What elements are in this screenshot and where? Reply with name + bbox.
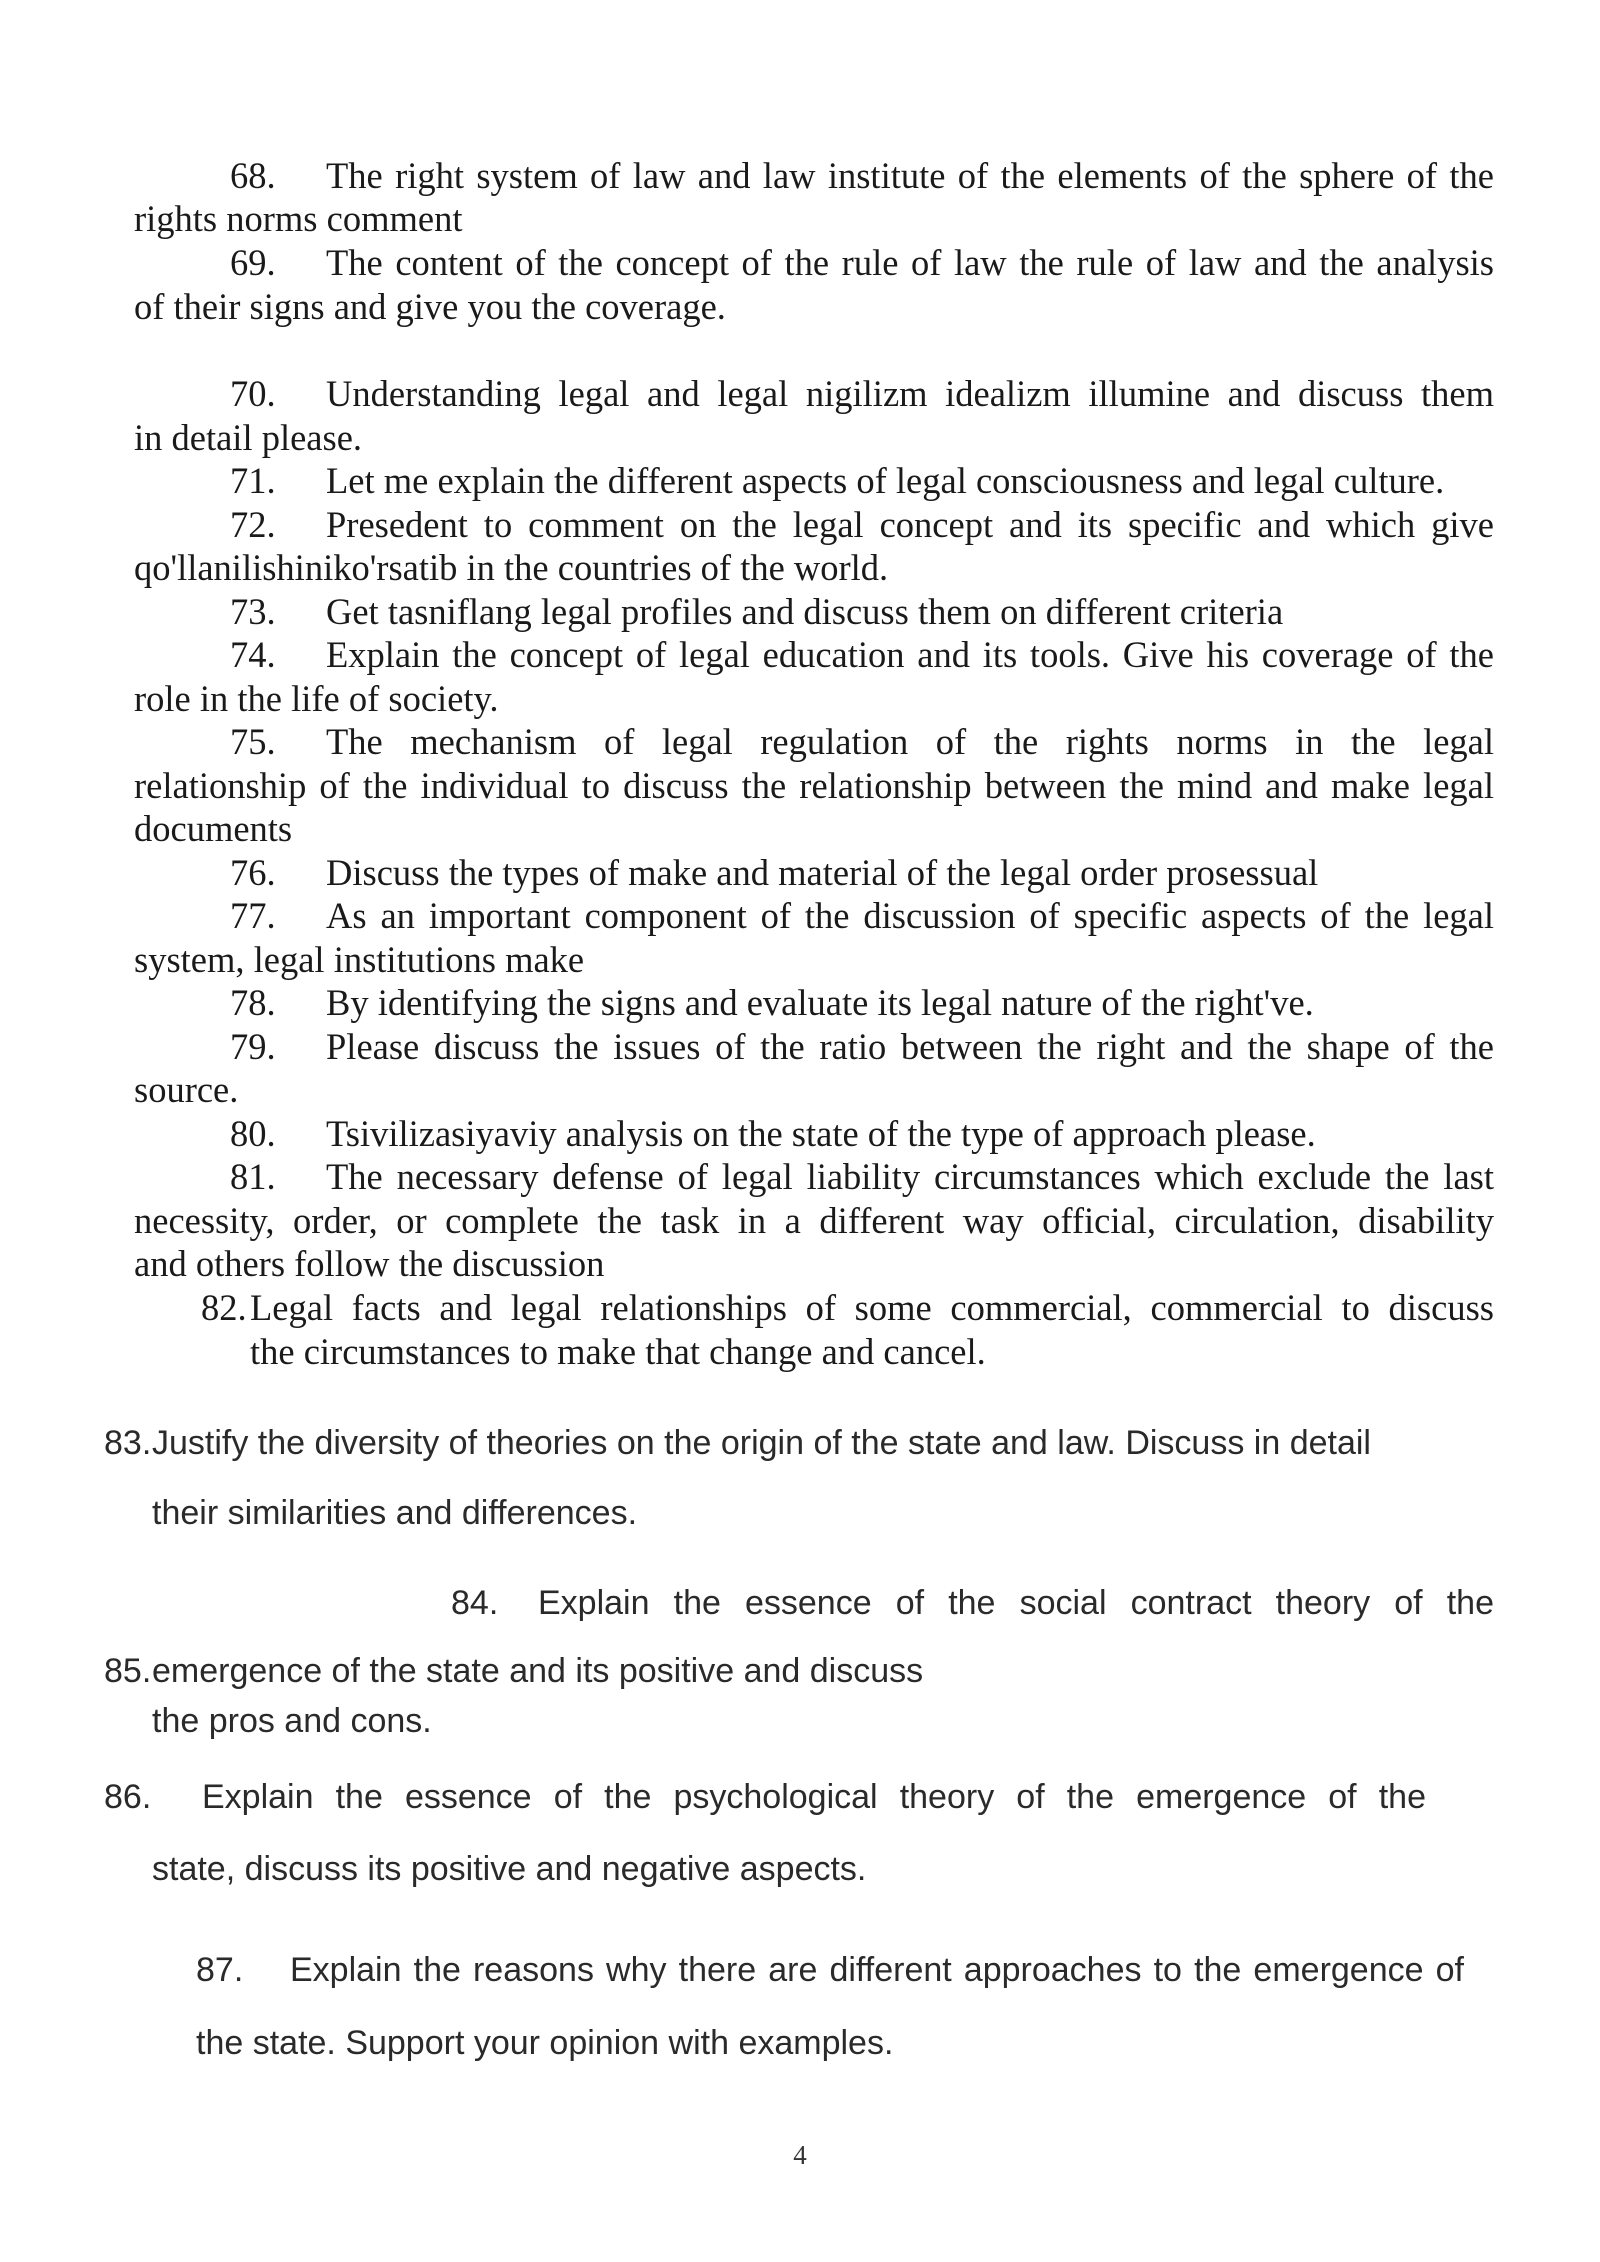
item-81-number: 81. <box>230 1156 276 1197</box>
item-85-line2: the pros and cons. <box>152 1702 432 1740</box>
item-84-number: 84. <box>451 1584 499 1622</box>
item-87-number: 87. <box>196 1951 244 1989</box>
item-86-line2: state, discuss its positive and negative aspects. <box>152 1850 867 1888</box>
page-number: 4 <box>793 2140 807 2170</box>
item-84-line1: Explain the essence of the social contract theory of the <box>538 1584 1494 1622</box>
item-77-number: 77. <box>230 895 276 936</box>
item-74-number: 74. <box>230 634 276 675</box>
item-70-line2: in detail please. <box>134 417 363 458</box>
item-85-line1: emergence of the state and its positive and discuss <box>152 1652 924 1690</box>
item-71-number: 71. <box>230 460 276 501</box>
item-72-line2: qo'llanilishiniko'rsatib in the countries of the world. <box>134 547 889 588</box>
item-75-line1: The mechanism of legal regulation of the rights norms in the legal <box>326 721 1494 762</box>
item-86-line1: Explain the essence of the psychological theory of the emergence of the <box>202 1778 1426 1816</box>
item-83-line1: Justify the diversity of theories on the origin of the state and law. Discuss in detail <box>152 1424 1371 1462</box>
item-70-number: 70. <box>230 373 276 414</box>
item-79-line2: source. <box>134 1069 239 1110</box>
item-87-line2: the state. Support your opinion with examples. <box>196 2024 894 2062</box>
item-82-line1: Legal facts and legal relationships of some commercial, commercial to discuss <box>250 1287 1494 1328</box>
item-85-number: 85. <box>104 1652 152 1690</box>
item-68-number: 68. <box>230 155 276 196</box>
item-87-line1: Explain the reasons why there are different approaches to the emergence of <box>290 1951 1464 1989</box>
item-71-line1: Let me explain the different aspects of legal consciousness and legal culture. <box>326 460 1445 501</box>
item-77-line1: As an important component of the discussion of specific aspects of the legal <box>326 895 1494 936</box>
item-79-number: 79. <box>230 1026 276 1067</box>
item-79-line1: Please discuss the issues of the ratio between the right and the shape of the <box>326 1026 1494 1067</box>
item-77-line2: system, legal institutions make <box>134 939 585 980</box>
item-72-number: 72. <box>230 504 276 545</box>
item-81-line1: The necessary defense of legal liability circumstances which exclude the last <box>326 1156 1494 1197</box>
item-81-line3: and others follow the discussion <box>134 1243 605 1284</box>
item-75-line2: relationship of the individual to discuss the relationship between the mind and make legal <box>134 765 1494 806</box>
item-68-line1: The right system of law and law institute of the elements of the sphere of the <box>326 155 1494 196</box>
item-82-line2: the circumstances to make that change and cancel. <box>250 1331 986 1372</box>
item-69-line2: of their signs and give you the coverage. <box>134 286 726 327</box>
item-70-line1: Understanding legal and legal nigilizm idealizm illumine and discuss them <box>326 373 1494 414</box>
item-83-line2: their similarities and differences. <box>152 1494 638 1532</box>
item-74-line2: role in the life of society. <box>134 678 499 719</box>
item-73-number: 73. <box>230 591 276 632</box>
item-78-number: 78. <box>230 982 276 1023</box>
item-76-line1: Discuss the types of make and material of the legal order prosessual <box>326 852 1319 893</box>
item-80-number: 80. <box>230 1113 276 1154</box>
item-72-line1: Presedent to comment on the legal concept and its specific and which give <box>326 504 1494 545</box>
item-86-number: 86. <box>104 1778 152 1816</box>
item-75-number: 75. <box>230 721 276 762</box>
item-73-line1: Get tasniflang legal profiles and discuss them on different criteria <box>326 591 1284 632</box>
item-81-line2: necessity, order, or complete the task in a different way official, circulation, disability <box>134 1200 1494 1241</box>
item-82-number: 82. <box>201 1287 247 1328</box>
item-83-number: 83. <box>104 1424 152 1462</box>
item-75-line3: documents <box>134 808 293 849</box>
item-78-line1: By identifying the signs and evaluate its legal nature of the right've. <box>326 982 1314 1023</box>
item-69-line1: The content of the concept of the rule of law the rule of law and the analysis <box>326 242 1494 283</box>
item-68-line2: rights norms comment <box>134 198 463 239</box>
item-74-line1: Explain the concept of legal education and its tools. Give his coverage of the <box>326 634 1494 675</box>
item-76-number: 76. <box>230 852 276 893</box>
item-80-line1: Tsivilizasiyaviy analysis on the state of the type of approach please. <box>326 1113 1316 1154</box>
item-69-number: 69. <box>230 242 276 283</box>
